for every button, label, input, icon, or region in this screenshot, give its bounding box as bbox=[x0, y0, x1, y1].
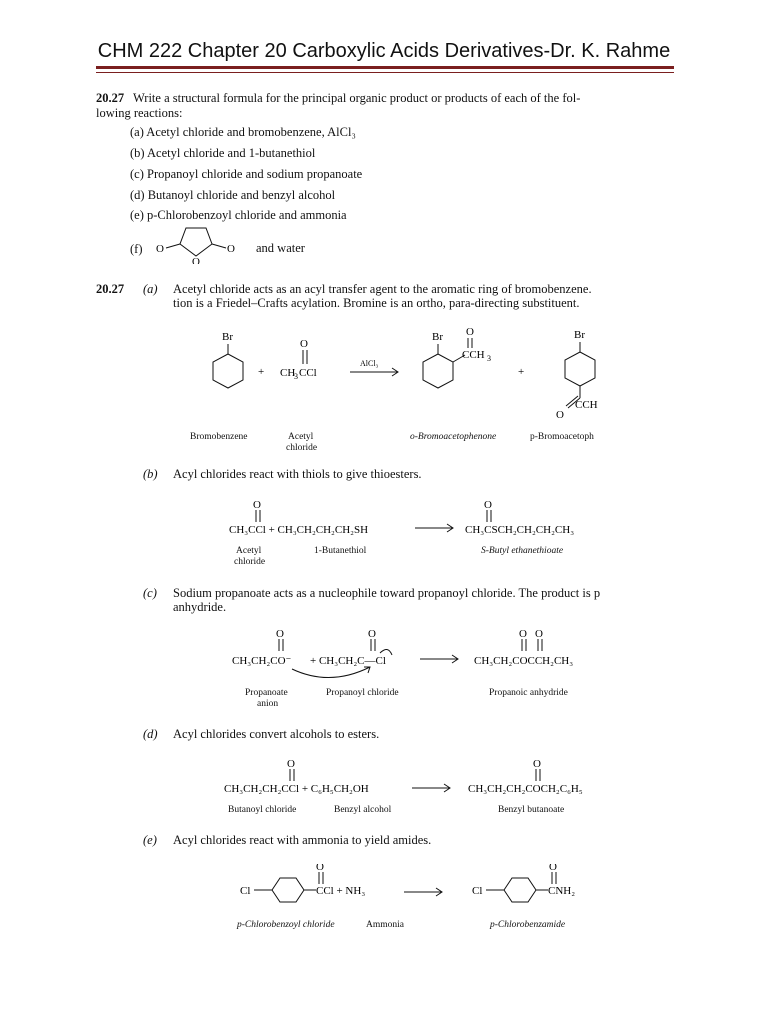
page-title: CHM 222 Chapter 20 Carboxylic Acids Derivatives-Dr. K. Rahme bbox=[97, 40, 671, 62]
name-propanoyl-chloride: Propanoyl chloride bbox=[326, 688, 399, 698]
solution-d-text: Acyl chlorides convert alcohols to esters. bbox=[173, 727, 380, 741]
name-s-butyl-ethanethioate: S-Butyl ethanethioate bbox=[481, 546, 564, 556]
problem-item-e: (e) p-Chlorobenzoyl chloride and ammonia bbox=[130, 208, 347, 222]
solution-b-text: Acyl chlorides react with thiols to give thioesters. bbox=[173, 467, 422, 481]
problem-number: 20.27 bbox=[96, 91, 125, 105]
svg-text:CH₃CH₂CH₂COCH₂C₆H₅: CH₃CH₂CH₂COCH₂C₆H₅ bbox=[468, 783, 583, 795]
name-butanoyl-chloride: Butanoyl chloride bbox=[228, 805, 297, 815]
svg-text:O: O bbox=[227, 243, 235, 255]
svg-text:CH: CH bbox=[280, 367, 296, 379]
svg-text:CNH₂: CNH₂ bbox=[548, 885, 576, 897]
svg-text:CH₃CH₂CH₂CCl + C₆H₅CH₂OH: CH₃CH₂CH₂CCl + C₆H₅CH₂OH bbox=[224, 783, 369, 795]
problem-prompt-line1: Write a structural formula for the principal organic product or products of each of the fol- bbox=[133, 91, 581, 105]
solution-e-text: Acyl chlorides react with ammonia to yield amides. bbox=[173, 833, 432, 847]
solution-a-label: (a) bbox=[143, 282, 158, 296]
svg-text:3: 3 bbox=[294, 372, 298, 381]
solution-d-label: (d) bbox=[143, 727, 158, 741]
svg-text:O: O bbox=[549, 864, 557, 873]
header-rule-thick bbox=[96, 66, 674, 69]
problem-item-f-text: and water bbox=[256, 241, 305, 255]
problem-item-b: (b) Acetyl chloride and 1-butanethiol bbox=[130, 146, 316, 160]
svg-text:3: 3 bbox=[487, 354, 491, 363]
svg-text:+ CH₃CH₂C—Cl: + CH₃CH₂C—Cl bbox=[310, 655, 386, 667]
reaction-c-scheme bbox=[230, 627, 600, 685]
name-acetyl: Acetyl bbox=[288, 432, 314, 442]
problem-item-f-label: (f) bbox=[130, 242, 143, 256]
name-p-bromoacetophenone: p-Bromoacetoph bbox=[530, 432, 594, 442]
svg-text:O: O bbox=[253, 499, 261, 511]
svg-text:Cl: Cl bbox=[240, 885, 251, 897]
name-p-chlorobenzoyl-chloride: p-Chlorobenzoyl chloride bbox=[237, 920, 335, 930]
svg-text:O: O bbox=[300, 338, 308, 350]
name-p-chlorobenzamide: p-Chlorobenzamide bbox=[490, 920, 566, 930]
name-propanoic-anhydride: Propanoic anhydride bbox=[489, 688, 568, 698]
name-b-acetyl: Acetyl bbox=[236, 546, 262, 556]
name-ammonia: Ammonia bbox=[366, 920, 404, 930]
svg-text:O: O bbox=[368, 628, 376, 640]
succinic-anhydride-structure bbox=[150, 222, 240, 264]
name-bromobenzene: Bromobenzene bbox=[190, 432, 248, 442]
svg-text:+: + bbox=[518, 366, 525, 378]
solution-c-line2: anhydride. bbox=[173, 600, 227, 614]
svg-text:O: O bbox=[484, 499, 492, 511]
svg-text:CH₃CSCH₂CH₂CH₂CH₃: CH₃CSCH₂CH₂CH₂CH₃ bbox=[465, 524, 575, 536]
svg-text:CCH: CCH bbox=[462, 349, 485, 361]
solution-a-line2: tion is a Friedel–Crafts acylation. Bromine is an ortho, para-directing substituent. bbox=[173, 296, 580, 310]
svg-text:O: O bbox=[519, 628, 527, 640]
svg-text:O: O bbox=[466, 326, 474, 338]
reagent-label: AlCl₃ bbox=[360, 359, 379, 368]
name-benzyl-butanoate: Benzyl butanoate bbox=[498, 805, 565, 815]
name-benzyl-alcohol: Benzyl alcohol bbox=[334, 805, 392, 815]
solution-a-line1: Acetyl chloride acts as an acyl transfer agent to the aromatic ring of bromobenzene. bbox=[173, 282, 592, 296]
svg-text:CCH: CCH bbox=[575, 399, 598, 411]
svg-text:CH₃CH₂COCCH₂CH₃: CH₃CH₂COCCH₂CH₃ bbox=[474, 655, 574, 667]
svg-text:CCl + NH₃: CCl + NH₃ bbox=[316, 885, 366, 897]
solution-e-label: (e) bbox=[143, 833, 157, 847]
name-o-bromoacetophenone: o-Bromoacetophenone bbox=[410, 432, 497, 442]
svg-text:O: O bbox=[535, 628, 543, 640]
solution-number: 20.27 bbox=[96, 282, 125, 296]
svg-text:+: + bbox=[258, 366, 265, 378]
svg-text:O: O bbox=[156, 243, 164, 255]
svg-text:CCl: CCl bbox=[299, 367, 317, 379]
problem-item-d: (d) Butanoyl chloride and benzyl alcohol bbox=[130, 188, 336, 202]
svg-text:CH₃CCl + CH₃CH₂CH₂CH₂SH: CH₃CCl + CH₃CH₂CH₂CH₂SH bbox=[229, 524, 369, 536]
name-b-chloride: chloride bbox=[234, 557, 266, 567]
reaction-b-scheme bbox=[225, 498, 585, 544]
name-butanethiol: 1-Butanethiol bbox=[314, 546, 367, 556]
svg-text:Br: Br bbox=[432, 331, 443, 343]
solution-b-label: (b) bbox=[143, 467, 158, 481]
svg-text:Br: Br bbox=[574, 329, 585, 341]
reaction-d-scheme bbox=[222, 757, 602, 799]
solution-c-line1: Sodium propanoate acts as a nucleophile toward propanoyl chloride. The product is p bbox=[173, 586, 601, 600]
svg-text:O: O bbox=[316, 864, 324, 873]
svg-text:Br: Br bbox=[222, 331, 233, 343]
svg-text:O: O bbox=[287, 758, 295, 770]
name-acetyl-chloride: chloride bbox=[286, 443, 318, 453]
svg-text:CH₃CH₂CO⁻: CH₃CH₂CO⁻ bbox=[232, 655, 292, 667]
name-propanoate-anion: anion bbox=[257, 699, 279, 709]
name-propanoate: Propanoate bbox=[245, 688, 288, 698]
solution-c-label: (c) bbox=[143, 586, 157, 600]
problem-item-a: (a) Acetyl chloride and bromobenzene, AlCl₃ bbox=[130, 125, 356, 139]
svg-text:O: O bbox=[533, 758, 541, 770]
header-rule-thin bbox=[96, 72, 674, 73]
svg-text:O: O bbox=[192, 256, 200, 264]
problem-item-c: (c) Propanoyl chloride and sodium propanoate bbox=[130, 167, 363, 181]
svg-text:Cl: Cl bbox=[472, 885, 483, 897]
reaction-e-scheme bbox=[236, 864, 596, 916]
problem-prompt-line2: lowing reactions: bbox=[96, 106, 183, 120]
reaction-a-scheme bbox=[190, 322, 620, 432]
svg-text:O: O bbox=[556, 409, 564, 421]
svg-text:O: O bbox=[276, 628, 284, 640]
